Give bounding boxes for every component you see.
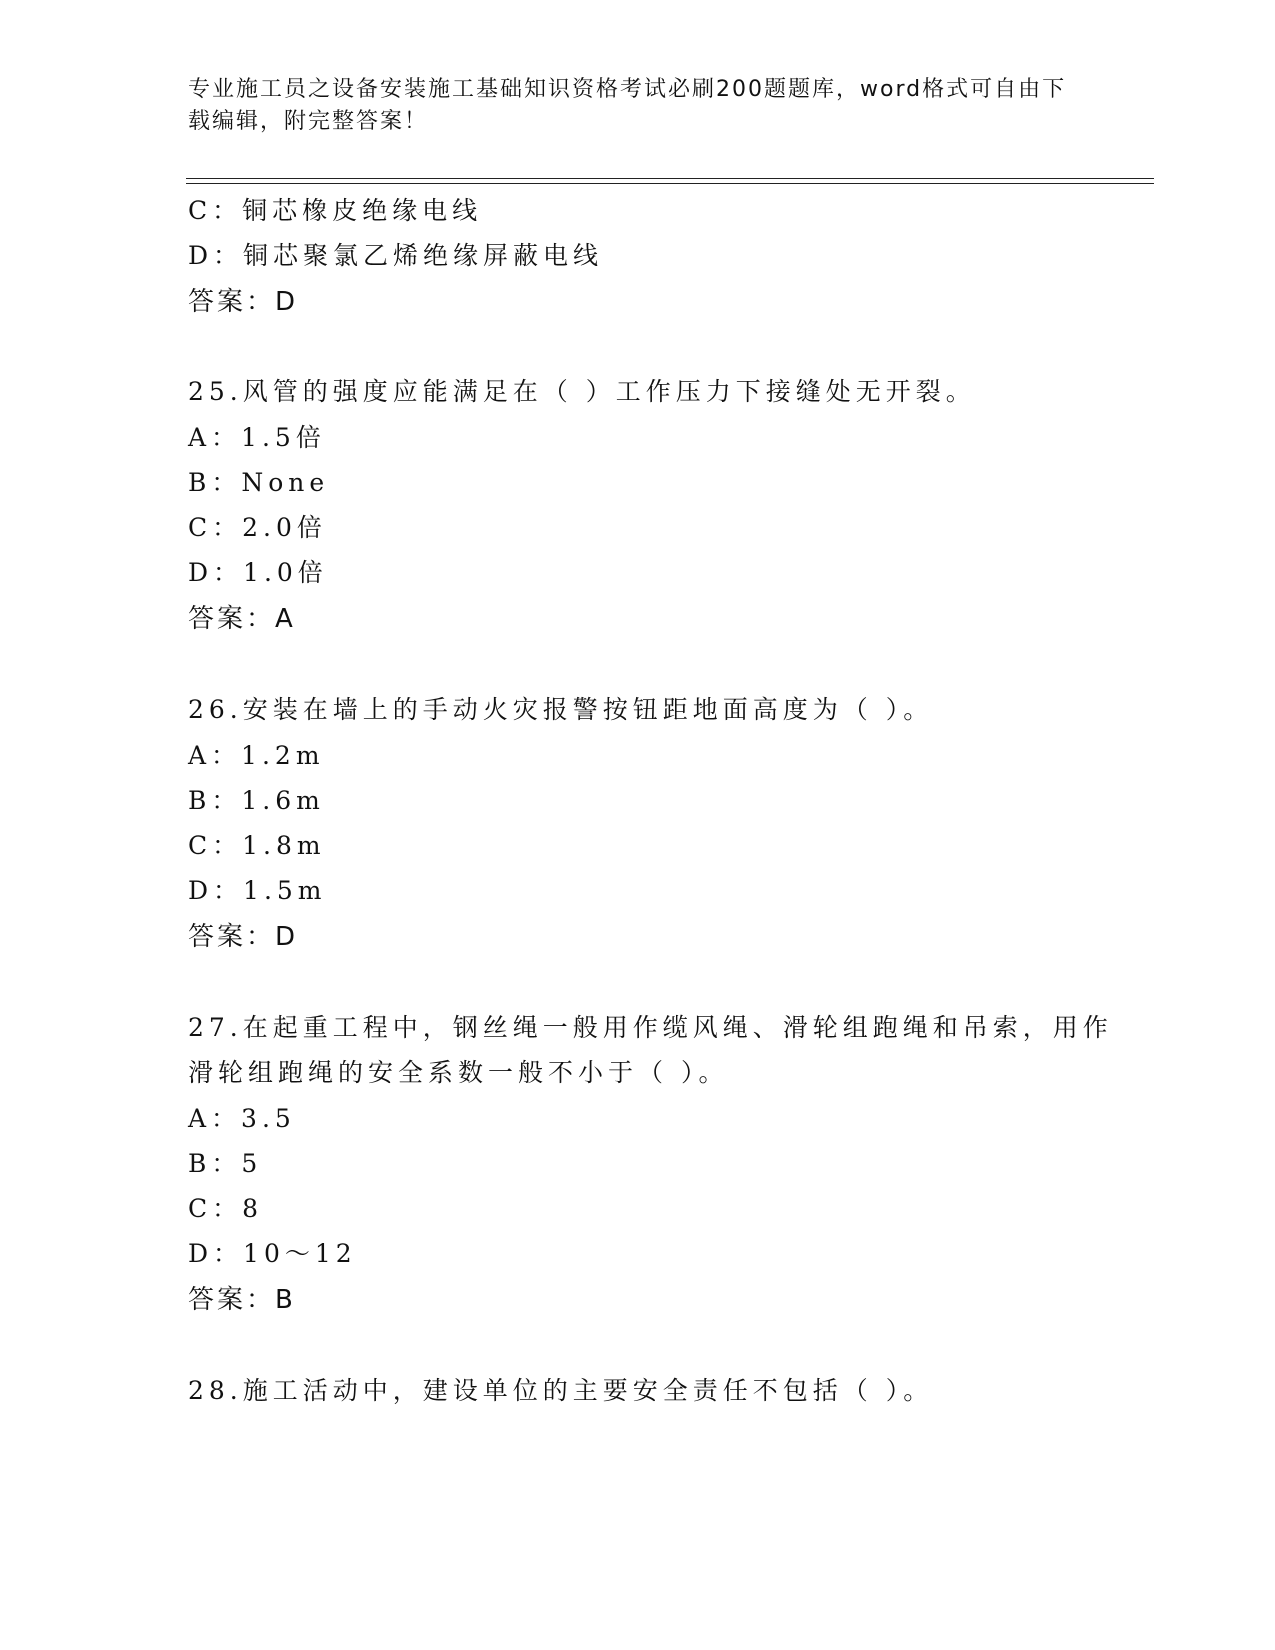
question-27-line-1: 27.在起重工程中，钢丝绳一般用作缆风绳、滑轮组跑绳和吊索，用作 xyxy=(188,1013,1113,1042)
q26-option-b: B：1.6m xyxy=(188,786,325,815)
q25-option-c: C：2.0倍 xyxy=(188,513,327,542)
q27-option-b: B：5 xyxy=(188,1149,263,1178)
q26-answer: 答案：D xyxy=(188,922,299,952)
document-header: 专业施工员之设备安装施工基础知识资格考试必刷200题题库，word格式可自由下载编辑，附完整答案！ xyxy=(188,77,1067,134)
option-d: D：铜芯聚氯乙烯绝缘屏蔽电线 xyxy=(188,241,604,270)
q26-option-a: A：1.2m xyxy=(188,741,325,770)
q25-answer: 答案：A xyxy=(188,604,296,634)
q26-option-c: C：1.8m xyxy=(188,831,326,860)
option-c: C：铜芯橡皮绝缘电线 xyxy=(188,196,483,225)
q27-option-c: C：8 xyxy=(188,1194,264,1223)
question-25: 25.风管的强度应能满足在（ ）工作压力下接缝处无开裂。 xyxy=(188,377,976,406)
q25-option-d: D：1.0倍 xyxy=(188,558,328,587)
answer-label: 答案：D xyxy=(188,287,299,317)
question-28: 28.施工活动中，建设单位的主要安全责任不包括（ ）。 xyxy=(188,1376,934,1405)
q26-option-d: D：1.5m xyxy=(188,876,327,905)
q25-option-b: B：None xyxy=(188,468,330,497)
header-rule-bottom xyxy=(186,183,1154,184)
q27-option-a: A：3.5 xyxy=(188,1104,296,1133)
q27-option-d: D：10～12 xyxy=(188,1239,357,1268)
q27-answer: 答案：B xyxy=(188,1285,296,1315)
question-26: 26.安装在墙上的手动火灾报警按钮距地面高度为（ ）。 xyxy=(188,695,934,724)
q25-option-a: A：1.5倍 xyxy=(188,423,326,452)
question-27-line-2: 滑轮组跑绳的安全系数一般不小于（ ）。 xyxy=(188,1058,729,1087)
header-rule-top xyxy=(186,178,1154,179)
